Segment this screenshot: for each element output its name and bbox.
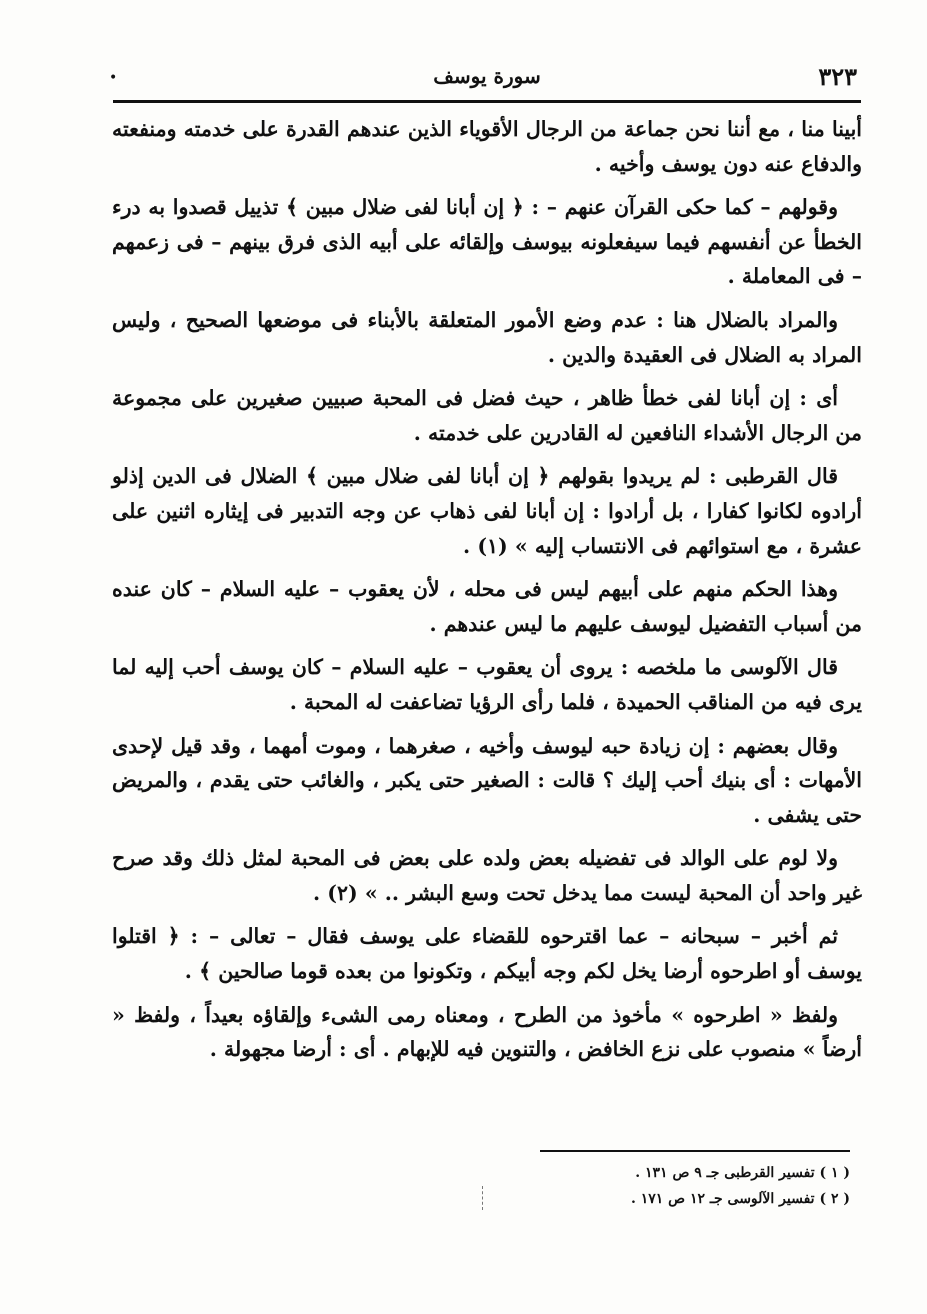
page-number: ٣٢٣ bbox=[818, 62, 857, 91]
paragraph: والمراد بالضلال هنا : عدم وضع الأمور المتعلقة بالأبناء فى موضعها الصحيح ، وليس المراد به الضلال فى العقيدة والدين . bbox=[112, 307, 862, 367]
paragraph: ولفظ « اطرحوه » مأخوذ من الطرح ، ومعناه رمى الشىء وإلقاؤه بعيداً ، ولفظ « أرضاً » منصوب على نزع الخافض ، والتنوين فيه للإبهام . أى : أرضا مجهولة . bbox=[112, 1002, 862, 1062]
paragraph: قال القرطبى : لم يريدوا بقولهم ﴿ إن أبانا لفى ضلال مبين ﴾ الضلال فى الدين إذلو أرادوه لكانوا كفارا ، بل أرادوا : إن أبانا لفى ذهاب عن وجه التدبير فى إيثاره اثنين على عشرة ، مع استوائهم فى الانتساب إليه » (١) . bbox=[112, 464, 862, 558]
paragraph: أبينا منا ، مع أننا نحن جماعة من الرجال الأقوياء الذين عندهم القدرة على خدمته ومنفعته والدفاع عنه دون يوسف وأخيه . bbox=[112, 117, 862, 176]
footnote: ( ١ ) تفسير القرطبى جـ ٩ ص ١٣١ . bbox=[635, 1165, 850, 1181]
body-text bbox=[112, 112, 862, 1076]
paragraph: ولا لوم على الوالد فى تفضيله بعض ولده على بعض فى المحبة لمثل ذلك وقد صرح غير واحد أن المحبة ليست مما يدخل تحت وسع البشر .. » (٢) . bbox=[112, 846, 862, 905]
paragraph: وهذا الحكم منهم على أبيهم ليس فى محله ، لأن يعقوب – عليه السلام – كان عنده من أسباب التفضيل ليوسف عليهم ما ليس عندهم . bbox=[112, 577, 862, 636]
footnote: ( ٢ ) تفسير الآلوسى جـ ١٢ ص ١٧١ . bbox=[630, 1191, 850, 1207]
footnote-rule bbox=[540, 1150, 850, 1152]
paragraph: وقال بعضهم : إن زيادة حبه ليوسف وأخيه ، صغرهما ، وموت أمهما ، وقد قيل لإحدى الأمهات : أى بنيك أحب إليك ؟ قالت : الصغير حتى يكبر ، والغائب حتى يقدم ، والمريض حتى يشفى . bbox=[112, 733, 862, 827]
margin-mark bbox=[482, 1186, 485, 1210]
paragraph: وقولهم – كما حكى القرآن عنهم – : ﴿ إن أبانا لفى ضلال مبين ﴾ تذييل قصدوا به درء الخطأ عن أنفسهم فيما سيفعلونه بيوسف وإلقائه على أبيه الذى فرق بينهم – فى زعمهم – فى المعاملة . bbox=[112, 195, 862, 289]
header-rule bbox=[113, 100, 861, 103]
paragraph: أى : إن أبانا لفى خطأ ظاهر ، حيث فضل فى المحبة صبيين صغيرين على مجموعة من الرجال الأشداء النافعين له القادرين على خدمته . bbox=[112, 386, 862, 445]
page-header bbox=[109, 60, 857, 96]
running-title: سورة يوسف bbox=[433, 64, 541, 88]
paragraph: ثم أخبر – سبحانه – عما اقترحوه للقضاء على يوسف فقال – تعالى – : ﴿ اقتلوا يوسف أو اطرحوه أرضا يخل لكم وجه أبيكم ، وتكونوا من بعده قوما صالحين ﴾ . bbox=[112, 924, 862, 984]
header-mark: • bbox=[109, 70, 118, 86]
paragraph: قال الآلوسى ما ملخصه : يروى أن يعقوب – عليه السلام – كان يوسف أحب إليه لما يرى فيه من المناقب الحميدة ، فلما رأى الرؤيا تضاعفت له المحبة . bbox=[112, 655, 862, 714]
footnotes bbox=[470, 1160, 850, 1212]
